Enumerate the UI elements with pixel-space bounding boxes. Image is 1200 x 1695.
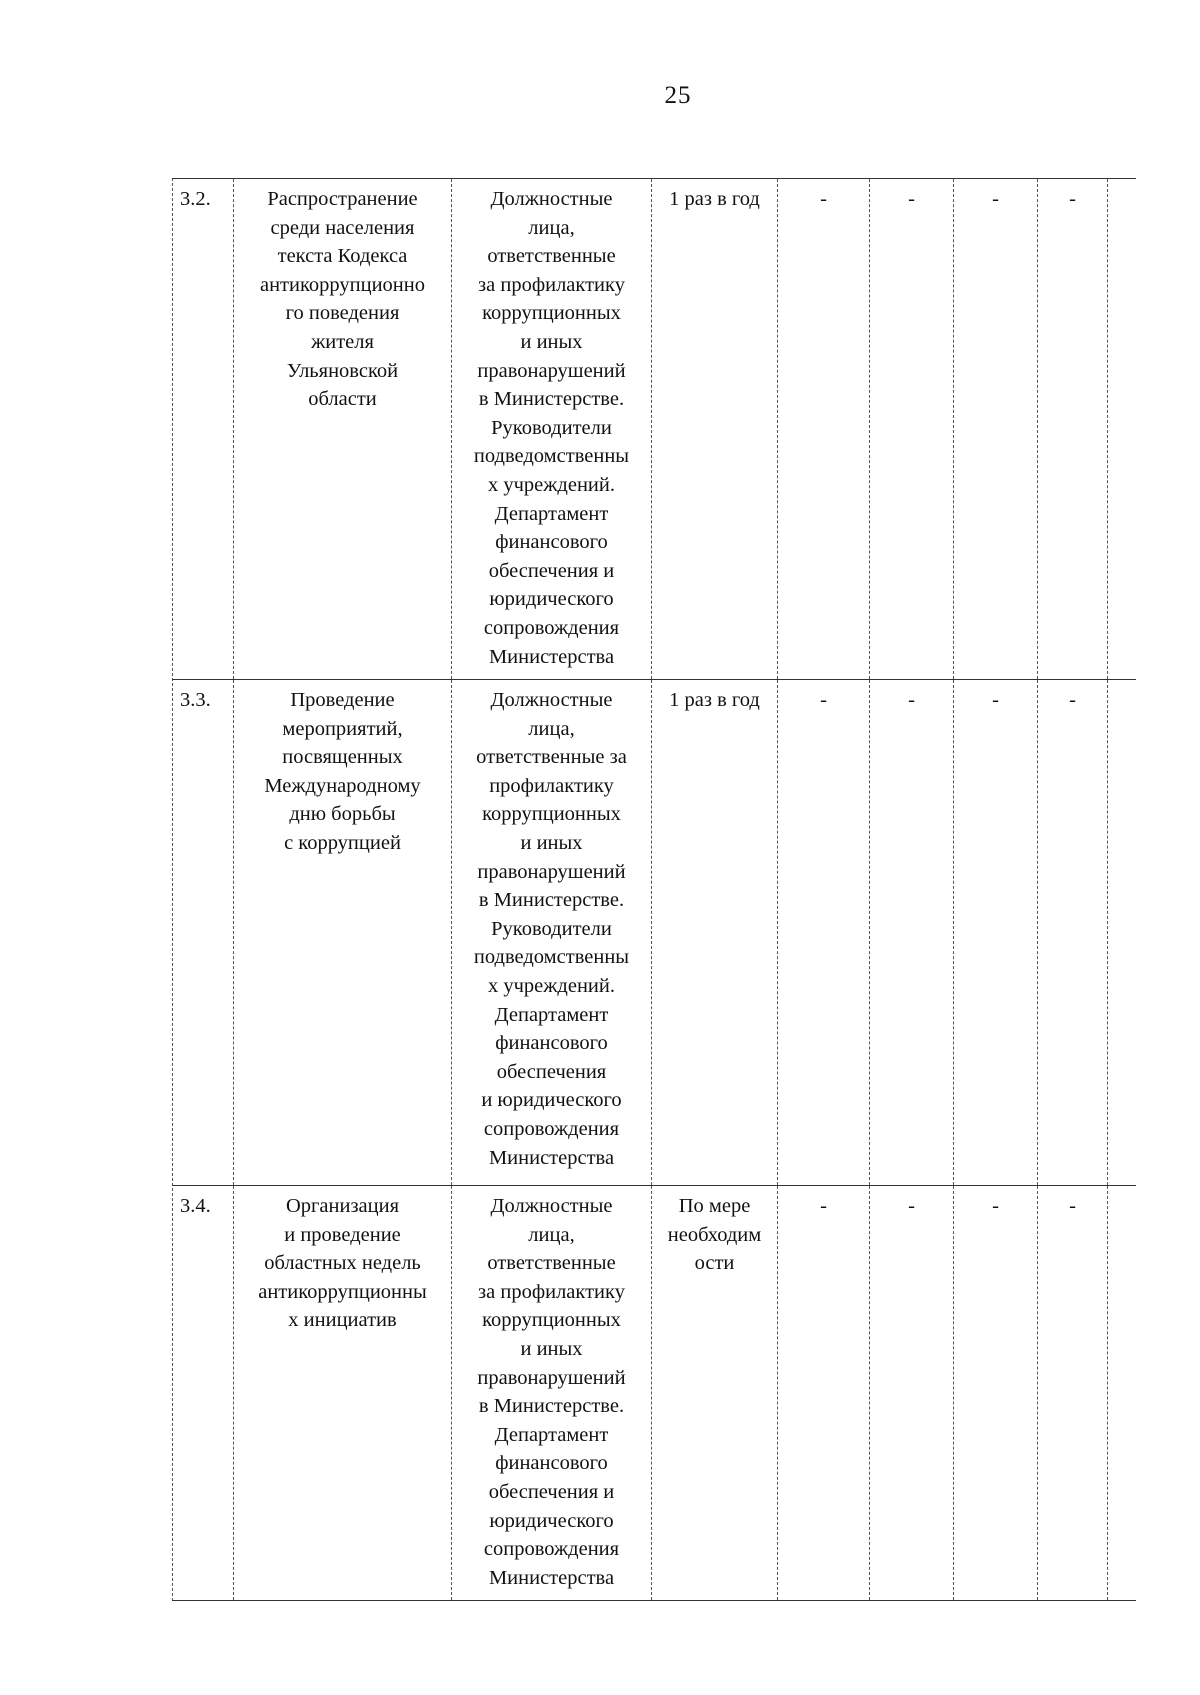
measure-name-line: Международному bbox=[264, 774, 421, 797]
responsible-line: лица, bbox=[528, 717, 575, 740]
responsible-line: Руководители bbox=[491, 917, 612, 940]
responsible-line: Должностные bbox=[490, 188, 613, 210]
responsible-line: сопровождения bbox=[483, 616, 620, 639]
term bbox=[652, 1186, 778, 1600]
responsible-line: и иных bbox=[520, 330, 583, 353]
responsible-line: Руководители bbox=[491, 416, 612, 439]
responsible-line: ответственные bbox=[487, 1252, 616, 1275]
measures-table bbox=[172, 178, 1136, 1601]
responsible-line: х учреждений. bbox=[487, 974, 615, 997]
term-line: 1 раз в год bbox=[669, 689, 760, 711]
responsible-line: за профилактику bbox=[478, 1280, 625, 1303]
responsible-line: обеспечения и bbox=[488, 559, 615, 582]
responsible-line: сопровождения bbox=[483, 1538, 620, 1561]
term bbox=[652, 680, 778, 1185]
row-number: 3.2. bbox=[172, 179, 234, 679]
responsible-line: ответственные за bbox=[476, 746, 627, 769]
responsible-line: Департамент bbox=[494, 502, 609, 525]
table-row bbox=[172, 178, 1136, 679]
responsible-line: профилактику bbox=[489, 774, 614, 797]
term-line: По мере bbox=[678, 1195, 751, 1217]
responsible-line: Департамент bbox=[494, 1003, 609, 1026]
responsible-line: финансового bbox=[495, 1032, 608, 1055]
value-cell: - bbox=[778, 179, 870, 679]
measure-name-line: го поведения bbox=[285, 302, 400, 325]
responsible-line: за профилактику bbox=[478, 273, 625, 296]
responsible-line: и юридического bbox=[481, 1089, 622, 1112]
measure-name-line: Распространение bbox=[267, 188, 418, 210]
measure-name-line: Организация bbox=[285, 1195, 400, 1217]
measure-name bbox=[234, 680, 452, 1185]
responsible-line: правонарушений bbox=[477, 860, 626, 883]
table-row bbox=[172, 1185, 1136, 1601]
measure-name-line: Проведение bbox=[290, 689, 395, 711]
responsible-line: ответственные bbox=[487, 245, 616, 268]
responsible-line: финансового bbox=[495, 531, 608, 554]
responsible-line: правонарушений bbox=[477, 1366, 626, 1389]
measure-name-line: посвященных bbox=[282, 746, 403, 769]
measure-name bbox=[234, 179, 452, 679]
responsible-persons bbox=[452, 1186, 652, 1600]
responsible-line: Министерства bbox=[488, 645, 615, 668]
responsible-line: Должностные bbox=[490, 689, 613, 711]
value-cell: - bbox=[954, 1186, 1038, 1600]
responsible-line: Министерства bbox=[488, 1146, 615, 1169]
responsible-line: обеспечения и bbox=[488, 1480, 615, 1503]
responsible-line: в Министерстве. bbox=[478, 388, 625, 411]
responsible-persons bbox=[452, 680, 652, 1185]
responsible-line: Должностные bbox=[490, 1195, 613, 1217]
measure-name-line: дню борьбы bbox=[289, 803, 396, 826]
responsible-line: коррупционных bbox=[482, 803, 621, 826]
measure-name-line: антикоррупционно bbox=[259, 273, 425, 296]
value-cell: - bbox=[778, 1186, 870, 1600]
table-row bbox=[172, 679, 1136, 1185]
measure-name-line: антикоррупционны bbox=[258, 1280, 427, 1303]
value-cell: - bbox=[778, 680, 870, 1185]
term bbox=[652, 179, 778, 679]
measure-name-line: областных недель bbox=[264, 1252, 421, 1275]
responsible-line: сопровождения bbox=[483, 1117, 620, 1140]
value-cell: - bbox=[870, 1186, 954, 1600]
measure-name-line: и проведение bbox=[284, 1223, 401, 1246]
responsible-line: лица, bbox=[528, 1223, 575, 1246]
term-line: необходим bbox=[667, 1223, 762, 1246]
measure-name-line: текста Кодекса bbox=[277, 245, 408, 268]
measure-name-line: среди населения bbox=[270, 216, 415, 239]
value-cell: - bbox=[1038, 179, 1108, 679]
responsible-line: и иных bbox=[520, 1337, 583, 1360]
page-number: 25 bbox=[664, 82, 692, 109]
responsible-line: в Министерстве. bbox=[478, 1395, 625, 1418]
term-line: ости bbox=[694, 1252, 735, 1275]
value-cell: - bbox=[870, 680, 954, 1185]
responsible-line: в Министерстве. bbox=[478, 889, 625, 912]
responsible-line: подведомственны bbox=[473, 946, 630, 969]
responsible-line: коррупционных bbox=[482, 302, 621, 325]
measure-name-line: жителя bbox=[311, 330, 374, 353]
term-line: 1 раз в год bbox=[669, 188, 760, 210]
responsible-line: финансового bbox=[495, 1452, 608, 1475]
value-cell: - bbox=[1038, 680, 1108, 1185]
value-cell: - bbox=[954, 179, 1038, 679]
responsible-line: обеспечения bbox=[496, 1060, 607, 1083]
responsible-line: подведомственны bbox=[473, 445, 630, 468]
value-cell: - bbox=[870, 179, 954, 679]
value-cell: - bbox=[1038, 1186, 1108, 1600]
responsible-line: Департамент bbox=[494, 1423, 609, 1446]
responsible-line: юридического bbox=[489, 1509, 614, 1532]
responsible-line: Министерства bbox=[488, 1566, 615, 1589]
responsible-line: и иных bbox=[520, 831, 583, 854]
measure-name-line: мероприятий, bbox=[282, 717, 403, 740]
row-number: 3.3. bbox=[172, 680, 234, 1185]
responsible-line: правонарушений bbox=[477, 359, 626, 382]
responsible-line: коррупционных bbox=[482, 1309, 621, 1332]
measure-name-line: х инициатив bbox=[288, 1309, 397, 1332]
responsible-line: х учреждений. bbox=[487, 473, 615, 496]
measure-name bbox=[234, 1186, 452, 1600]
responsible-persons bbox=[452, 179, 652, 679]
measure-name-line: области bbox=[308, 388, 377, 411]
responsible-line: лица, bbox=[528, 216, 575, 239]
measure-name-line: с коррупцией bbox=[284, 831, 401, 854]
measure-name-line: Ульяновской bbox=[286, 359, 399, 382]
value-cell: - bbox=[954, 680, 1038, 1185]
responsible-line: юридического bbox=[489, 588, 614, 611]
row-number: 3.4. bbox=[172, 1186, 234, 1600]
